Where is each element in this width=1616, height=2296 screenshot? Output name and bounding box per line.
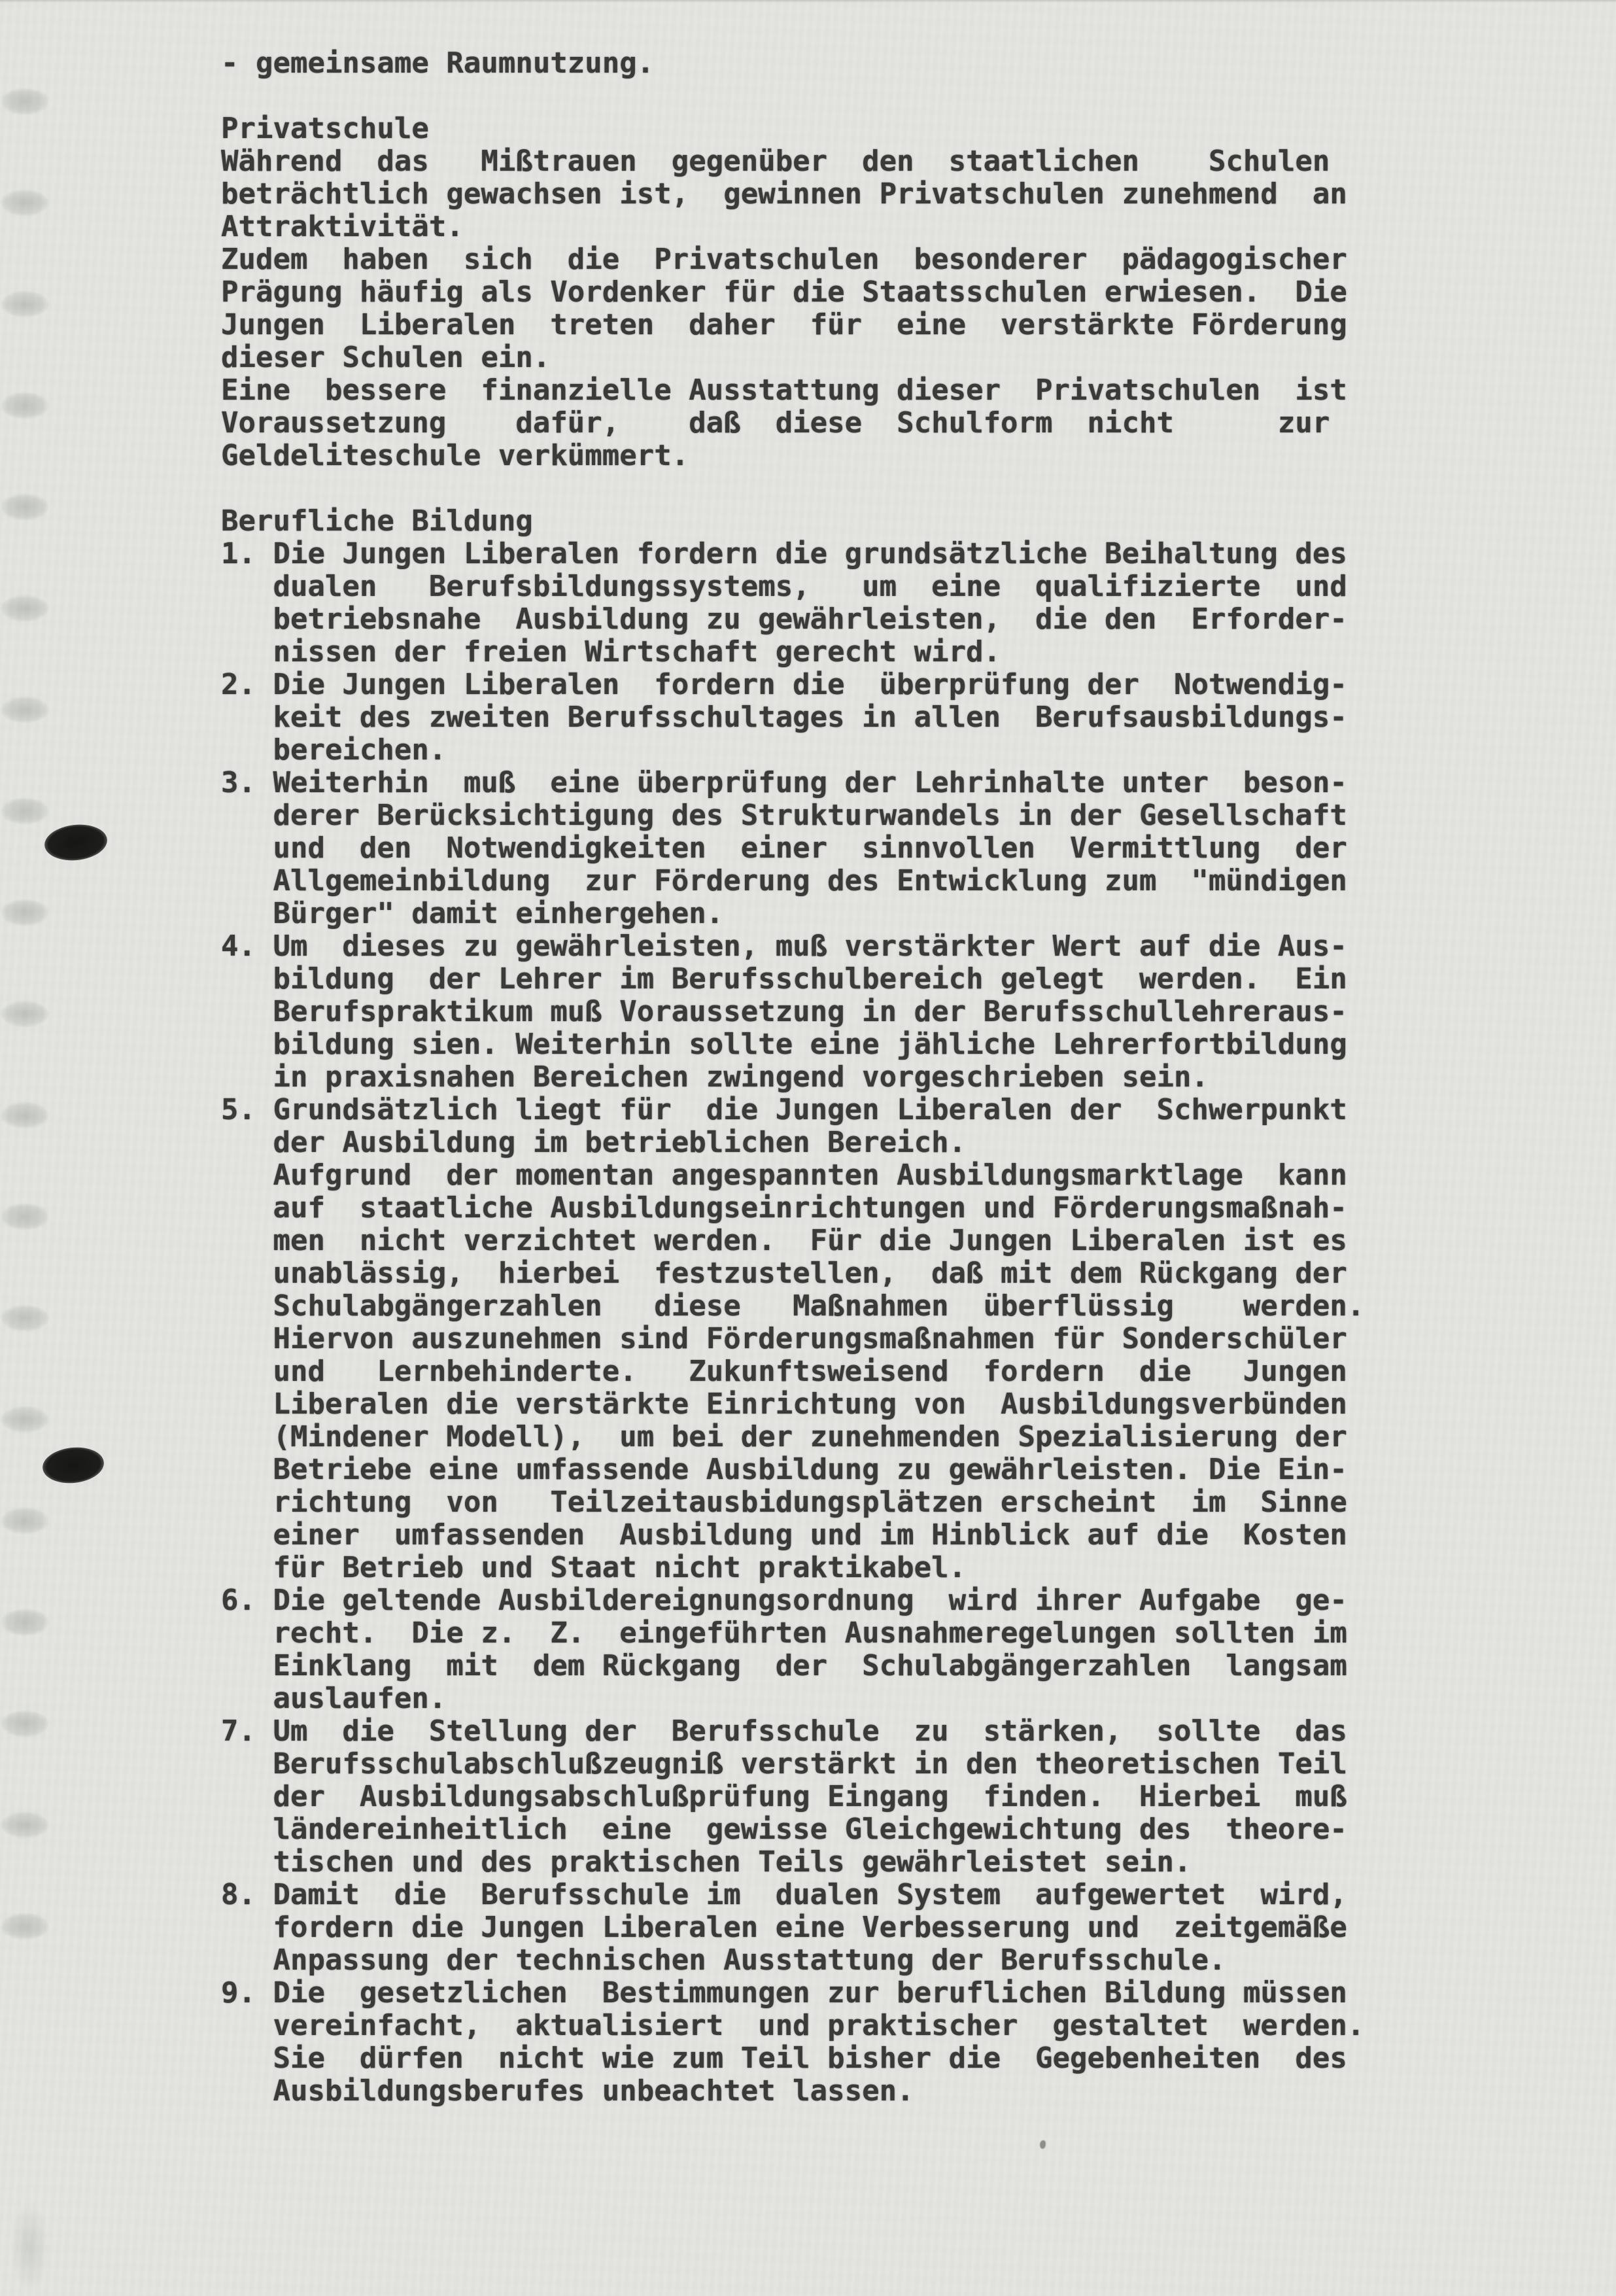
faint-binder-hole-mark bbox=[1, 1001, 48, 1027]
faint-binder-hole-mark bbox=[1, 697, 48, 723]
text-line: nissen der freien Wirtschaft gerecht wird. bbox=[221, 635, 1001, 669]
faint-binder-hole-mark bbox=[1, 1812, 48, 1838]
text-line: Aufgrund der momentan angespannten Ausbildungsmarktlage kann bbox=[221, 1158, 1347, 1192]
text-line: 5. Grundsätzlich liegt für die Jungen Liberalen der Schwerpunkt bbox=[221, 1093, 1347, 1126]
faint-binder-hole-mark bbox=[1, 1406, 48, 1433]
text-line: 1. Die Jungen Liberalen fordern die grundsätzliche Beihaltung des bbox=[221, 537, 1347, 570]
text-line: ländereinheitlich eine gewisse Gleichgewichtung des theore- bbox=[221, 1813, 1347, 1846]
text-line: Attraktivität. bbox=[221, 210, 464, 243]
text-line: Geldeliteschule verkümmert. bbox=[221, 439, 689, 472]
faint-binder-hole-mark bbox=[1, 1305, 48, 1331]
faint-binder-hole-mark bbox=[1, 494, 48, 520]
text-line: vereinfacht, aktualisiert und praktischer gestaltet werden. bbox=[221, 2009, 1365, 2042]
text-line: Ausbildungsberufes unbeachtet lassen. bbox=[221, 2074, 914, 2108]
faint-binder-hole-mark bbox=[1, 1711, 48, 1737]
text-line: 3. Weiterhin muß eine überprüfung der Lehrinhalte unter beson- bbox=[221, 766, 1347, 799]
text-line: - gemeinsame Raumnutzung. bbox=[221, 46, 655, 80]
text-line: Prägung häufig als Vordenker für die Staatsschulen erwiesen. Die bbox=[221, 275, 1347, 309]
blank-line bbox=[221, 80, 1364, 113]
text-line: Liberalen die verstärkte Einrichtung von Ausbildungsverbünden bbox=[221, 1387, 1347, 1421]
text-line: (Mindener Modell), um bei der zunehmenden Spezialisierung der bbox=[221, 1420, 1347, 1453]
text-line: bildung der Lehrer im Berufsschulbereich gelegt werden. Ein bbox=[221, 962, 1347, 996]
faint-binder-hole-mark bbox=[1, 798, 48, 824]
text-line: Bürger" damit einhergehen. bbox=[221, 897, 724, 930]
text-line: Betriebe eine umfassende Ausbildung zu gewährleisten. Die Ein- bbox=[221, 1453, 1347, 1486]
text-line: Berufsschulabschlußzeugniß verstärkt in den theoretischen Teil bbox=[221, 1747, 1347, 1781]
text-line: für Betrieb und Staat nicht praktikabel. bbox=[221, 1551, 967, 1584]
text-line: tischen und des praktischen Teils gewährleistet sein. bbox=[221, 1845, 1192, 1879]
text-line: und den Notwendigkeiten einer sinnvollen Vermittlung der bbox=[221, 831, 1347, 865]
text-line: Sie dürfen nicht wie zum Teil bisher die Gegebenheiten des bbox=[221, 2042, 1347, 2075]
faint-binder-hole-mark bbox=[1, 899, 48, 926]
text-line: bildung sien. Weiterhin sollte eine jähliche Lehrerfortbildung bbox=[221, 1028, 1347, 1061]
ink-speck bbox=[1040, 2140, 1046, 2149]
text-line: dualen Berufsbildungssystems, um eine qualifizierte und bbox=[221, 570, 1347, 603]
text-line: einer umfassenden Ausbildung und im Hinblick auf die Kosten bbox=[221, 1518, 1347, 1552]
text-line: betriebsnahe Ausbildung zu gewährleisten, die den Erforder- bbox=[221, 602, 1347, 636]
text-line: 8. Damit die Berufsschule im dualen System aufgewertet wird, bbox=[221, 1878, 1347, 1911]
faint-binder-hole-mark bbox=[1, 88, 48, 114]
text-line: Während das Mißtrauen gegenüber den staatlichen Schulen bbox=[221, 145, 1330, 178]
text-line: Jungen Liberalen treten daher für eine verstärkte Förderung bbox=[221, 308, 1347, 341]
text-line: recht. Die z. Z. eingeführten Ausnahmeregelungen sollten im bbox=[221, 1616, 1347, 1650]
text-line: Voraussetzung dafür, daß diese Schulform nicht zur bbox=[221, 406, 1330, 440]
punched-hole bbox=[43, 822, 109, 863]
paper-smudge bbox=[12, 2204, 48, 2289]
faint-binder-hole-mark bbox=[1, 1102, 48, 1128]
faint-binder-hole-mark bbox=[1, 1508, 48, 1534]
text-line: dieser Schulen ein. bbox=[221, 341, 551, 374]
faint-binder-hole-mark bbox=[1, 392, 48, 419]
text-line: beträchtlich gewachsen ist, gewinnen Privatschulen zunehmend an bbox=[221, 177, 1347, 211]
text-line: Hiervon auszunehmen sind Förderungsmaßnahmen für Sonderschüler bbox=[221, 1322, 1347, 1355]
text-line: 7. Um die Stellung der Berufsschule zu stärken, sollte das bbox=[221, 1714, 1347, 1748]
text-line: in praxisnahen Bereichen zwingend vorgeschrieben sein. bbox=[221, 1060, 1209, 1094]
text-line: Allgemeinbildung zur Förderung des Entwicklung zum "mündigen bbox=[221, 864, 1347, 897]
punched-hole bbox=[41, 1444, 105, 1486]
text-line: 9. Die gesetzlichen Bestimmungen zur beruflichen Bildung müssen bbox=[221, 1976, 1347, 2009]
text-line: Einklang mit dem Rückgang der Schulabgängerzahlen langsam bbox=[221, 1649, 1347, 1682]
text-line: Anpassung der technischen Ausstattung der Berufsschule. bbox=[221, 1943, 1226, 1977]
faint-binder-hole-mark bbox=[1, 1913, 48, 1939]
faint-binder-hole-mark bbox=[1, 1204, 48, 1230]
text-line: derer Berücksichtigung des Strukturwandels in der Gesellschaft bbox=[221, 799, 1347, 832]
text-line: und Lernbehinderte. Zukunftsweisend fordern die Jungen bbox=[221, 1355, 1347, 1388]
text-line: 2. Die Jungen Liberalen fordern die überprüfung der Notwendig- bbox=[221, 668, 1347, 701]
text-line: richtung von Teilzeitausbidungsplätzen erscheint im Sinne bbox=[221, 1486, 1347, 1519]
text-line: unablässig, hierbei festzustellen, daß mit dem Rückgang der bbox=[221, 1257, 1347, 1290]
text-line: auf staatliche Ausbildungseinrichtungen und Förderungsmaßnah- bbox=[221, 1191, 1347, 1225]
blank-line bbox=[221, 472, 1364, 505]
faint-binder-hole-mark bbox=[1, 1609, 48, 1635]
text-line: men nicht verzichtet werden. Für die Jungen Liberalen ist es bbox=[221, 1224, 1347, 1257]
text-line: Berufspraktikum muß Voraussetzung in der Berufsschullehreraus- bbox=[221, 995, 1347, 1028]
text-line: auslaufen. bbox=[221, 1682, 447, 1715]
text-line: keit des zweiten Berufsschultages in allen Berufsausbildungs- bbox=[221, 701, 1347, 734]
text-line: der Ausbildung im betrieblichen Bereich. bbox=[221, 1126, 967, 1159]
text-line: der Ausbildungsabschlußprüfung Eingang finden. Hierbei muß bbox=[221, 1780, 1347, 1813]
faint-binder-hole-mark bbox=[1, 595, 48, 621]
section-heading: Berufliche Bildung bbox=[221, 504, 533, 538]
text-line: fordern die Jungen Liberalen eine Verbesserung und zeitgemäße bbox=[221, 1911, 1347, 1944]
faint-binder-hole-mark bbox=[1, 291, 48, 317]
faint-binder-hole-mark bbox=[1, 190, 48, 216]
text-line: Schulabgängerzahlen diese Maßnahmen überflüssig werden. bbox=[221, 1289, 1365, 1323]
text-line: Zudem haben sich die Privatschulen besonderer pädagogischer bbox=[221, 243, 1347, 276]
text-line: 6. Die geltende Ausbildereignungsordnung wird ihrer Aufgabe ge- bbox=[221, 1584, 1347, 1617]
text-line: bereichen. bbox=[221, 733, 447, 767]
typewriter-text bbox=[221, 47, 1364, 2108]
section-heading: Privatschule bbox=[221, 112, 429, 145]
text-line: 4. Um dieses zu gewährleisten, muß verstärkter Wert auf die Aus- bbox=[221, 930, 1347, 963]
text-line: Eine bessere finanzielle Ausstattung dieser Privatschulen ist bbox=[221, 374, 1347, 407]
